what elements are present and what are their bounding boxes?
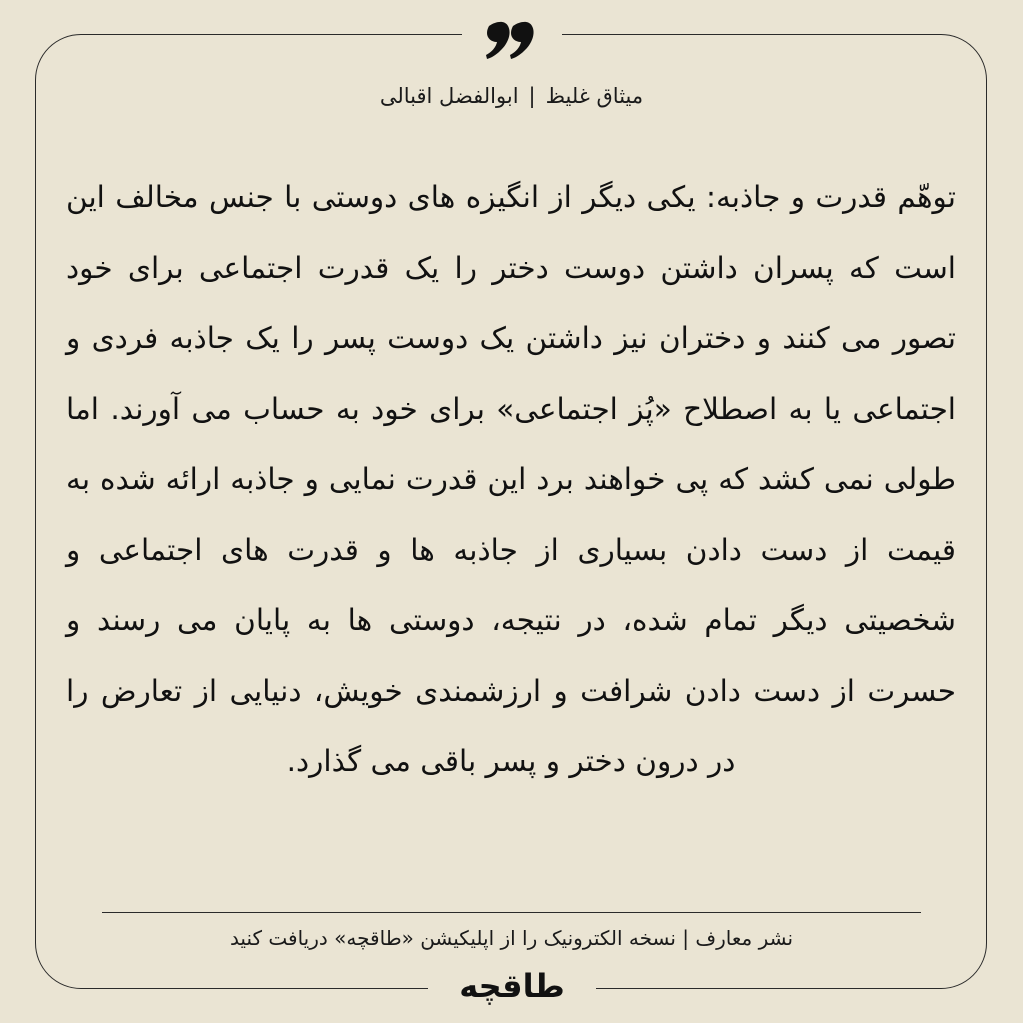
book-header [60,76,963,116]
book-title: میثاق غلیظ [545,84,644,108]
header-separator: | [528,84,536,108]
author-name: ابوالفضل اقبالی [379,84,519,108]
taaghche-logo: طاقچه [459,967,565,1005]
quote-text: توهّم قدرت و جاذبه: یکی دیگر از انگیزه های دوستی با جنس مخالف این است که پسران داشتن دوست دختر را یک قدرت اجتماعی برای خود تصور می کنند و دختران نیز داشتن یک دوست پسر را یک جاذبه فردی و اجتماعی یا به اصطلاح «پُز اجتماعی» برای خود به حساب می آورند. اما طولی نمی کشد که پی خواهند برد این قدرت نمایی و جاذبه ارائه شده به قیمت از دست دادن بسیاری از جاذبه ها و قدرت های اجتماعی و شخصیتی دیگر تمام شده، در نتیجه، دوستی ها به پایان می رسند و حسرت از دست دادن شرافت و ارزشمندی خویش، دنیایی از تعارض را در درون دختر و پسر باقی می گذارد. [66,180,956,778]
quote-icon [484,20,540,64]
footer-divider [102,912,921,913]
footer-text: نشر معارف | نسخه الکترونیک را از اپلیکیشن «طاقچه» دریافت کنید [229,926,794,950]
